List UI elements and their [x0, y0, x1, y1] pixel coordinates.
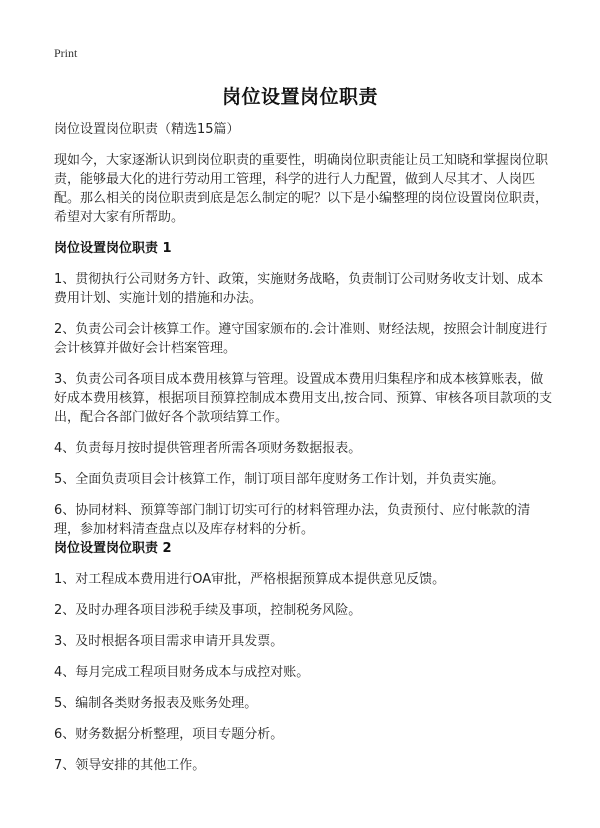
document-title: 岗位设置岗位职责 — [221, 86, 378, 108]
duty-item: 5、编制各类财务报表及账务处理。 — [54, 696, 258, 711]
document-body — [54, 120, 554, 775]
section-2 — [54, 539, 554, 775]
document-subtitle: 岗位设置岗位职责（精选15篇） — [54, 122, 240, 137]
duty-item: 4、每月完成工程项目财务成本与成控对账。 — [54, 665, 310, 680]
duty-item: 2、负责公司会计核算工作。遵守国家颁布的.会计准则、财经法规，按照会计制度进行会计核算并做好会计档案管理。 — [54, 322, 548, 356]
duty-item: 3、及时根据各项目需求申请开具发票。 — [54, 634, 284, 649]
duty-item: 6、财务数据分析整理，项目专题分析。 — [54, 727, 284, 742]
duty-item: 4、负责每月按时提供管理者所需各项财务数据报表。 — [54, 441, 362, 456]
section-1 — [54, 239, 554, 539]
duty-item: 5、全面负责项目会计核算工作，制订项目部年度财务工作计划，并负责实施。 — [54, 472, 505, 487]
section-heading: 岗位设置岗位职责 1 — [54, 241, 172, 256]
duty-item: 7、领导安排的其他工作。 — [54, 758, 206, 773]
intro-paragraph: 现如今，大家逐渐认识到岗位职责的重要性，明确岗位职责能让员工知晓和掌握岗位职责，能够最大化的进行劳动用工管理，科学的进行人力配置，做到人尽其才、人岗匹配。那么相关的岗位职责到底是怎么制定的呢？以下是小编整理的岗位设置岗位职责，希望对大家有所帮助。 — [54, 153, 549, 225]
duty-item: 6、协同材料、预算等部门制订切实可行的材料管理办法，负责预付、应付帐款的清理，参加材料清查盘点以及库存材料的分析。 — [54, 503, 531, 537]
duty-item: 1、对工程成本费用进行OA审批，严格根据预算成本提供意见反馈。 — [54, 572, 446, 587]
print-label: Print — [54, 46, 78, 60]
duty-item: 3、负责公司各项目成本费用核算与管理。设置成本费用归集程序和成本核算账表，做好成本费用核算，根据项目预算控制成本费用支出,按合同、预算、审核各项目款项的支出，配合各部门做好各个款项结算工作。 — [54, 372, 553, 425]
duty-item: 2、及时办理各项目涉税手续及事项，控制税务风险。 — [54, 603, 362, 618]
section-heading: 岗位设置岗位职责 2 — [54, 541, 172, 556]
duty-item: 1、贯彻执行公司财务方针、政策，实施财务战略，负责制订公司财务收支计划、成本费用计划、实施计划的措施和办法。 — [54, 272, 544, 306]
